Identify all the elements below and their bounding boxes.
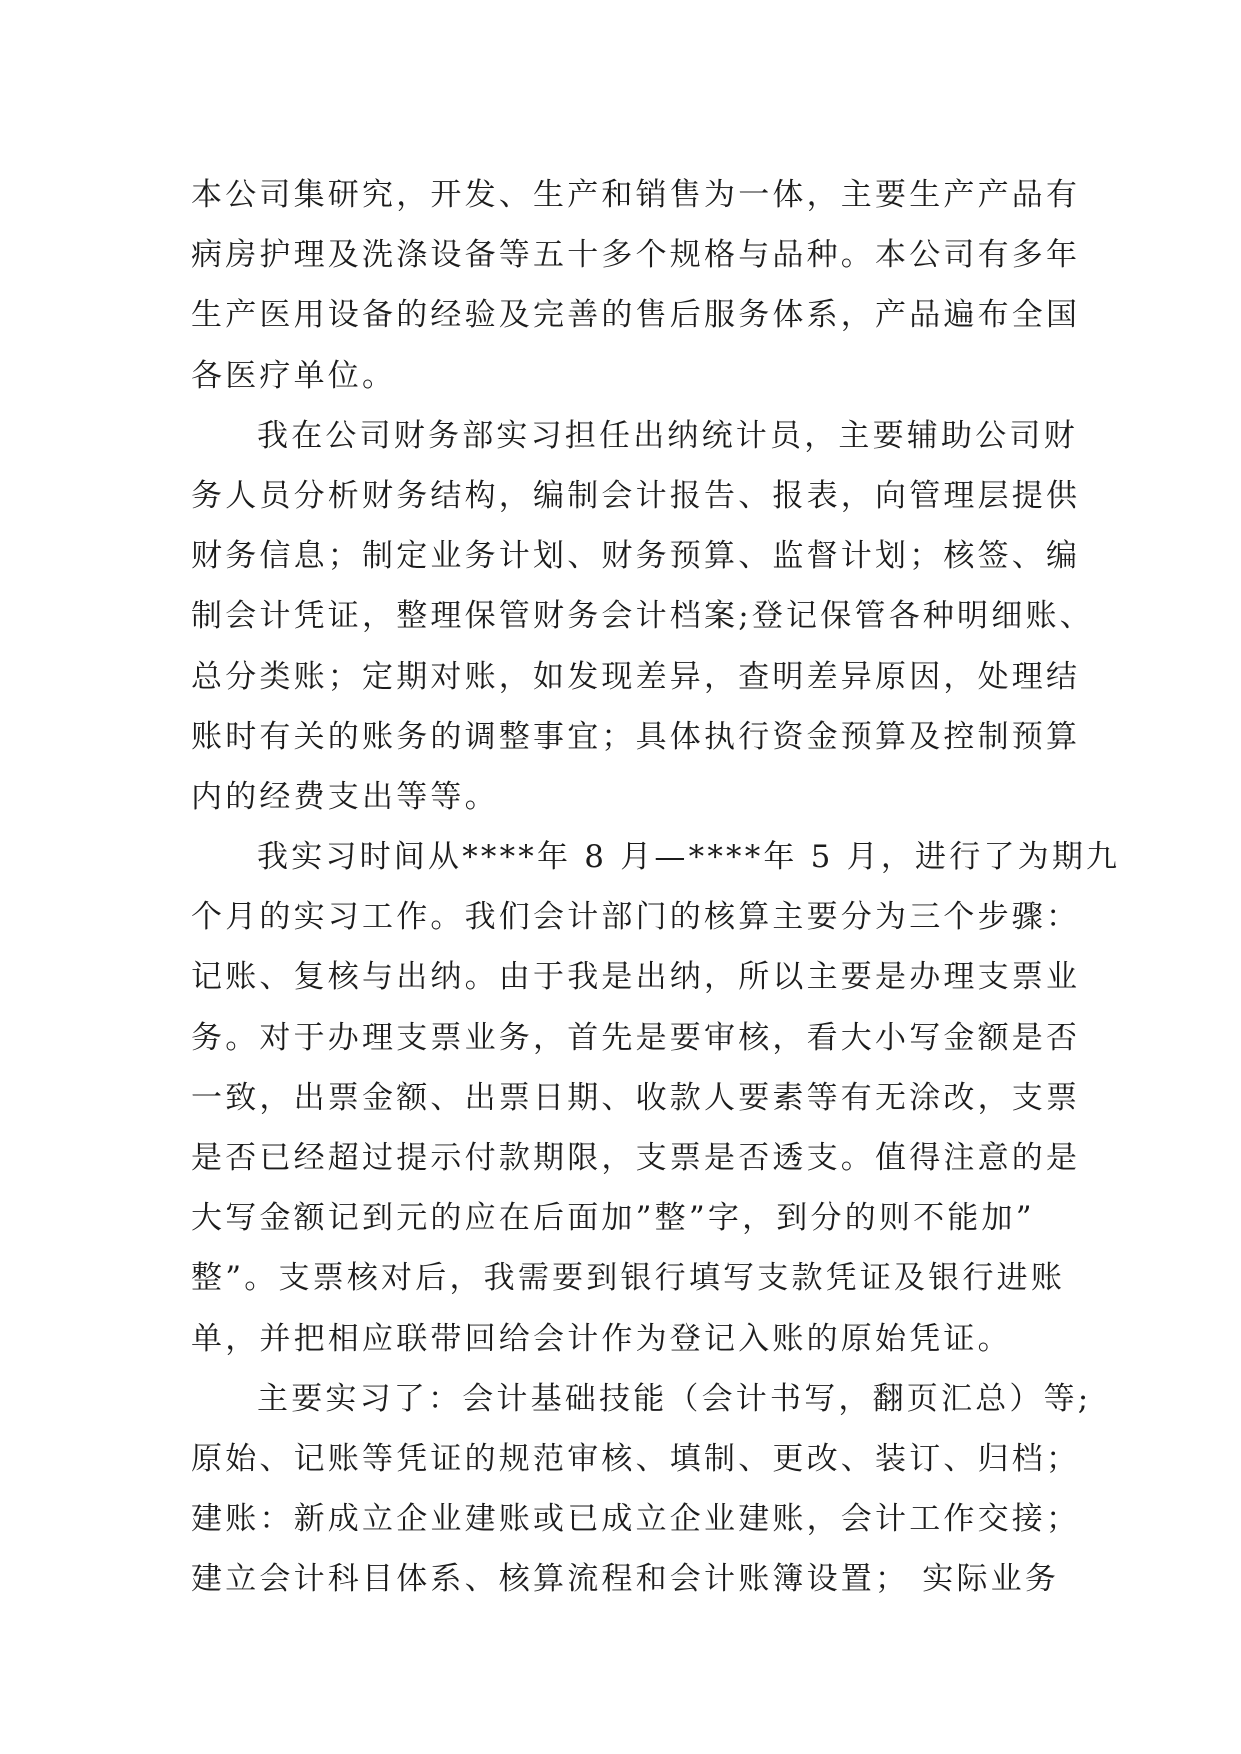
text-line: 我实习时间从****年 8 月—****年 5 月，进行了为期九 [257,839,1121,876]
document-body [191,165,1121,1610]
text-line: 财务信息；制定业务计划、财务预算、监督计划；核签、编 [191,538,1081,575]
paragraph-company-intro [191,165,1081,406]
text-line: 记账、复核与出纳。由于我是出纳，所以主要是办理支票业 [191,959,1081,996]
text-line: 生产医用设备的经验及完善的售后服务体系，产品遍布全国 [191,297,1081,334]
text-line: 建立会计科目体系、核算流程和会计账簿设置； 实际业务 [191,1561,1060,1598]
text-line: 单，并把相应联带回给会计作为登记入账的原始凭证。 [191,1320,1012,1357]
text-line: 大写金额记到元的应在后面加”整”字，到分的则不能加” [191,1200,1035,1237]
text-line: 整”。支票核对后，我需要到银行填写支款凭证及银行进账 [191,1260,1066,1297]
text-line: 内的经费支出等等。 [191,778,499,815]
paragraph-internship-role [191,406,1094,827]
text-line: 个月的实习工作。我们会计部门的核算主要分为三个步骤： [191,899,1081,936]
text-line: 务人员分析财务结构，编制会计报告、报表，向管理层提供 [191,477,1081,514]
text-line: 病房护理及洗涤设备等五十多个规格与品种。本公司有多年 [191,237,1081,274]
text-line: 一致，出票金额、出票日期、收款人要素等有无涂改，支票 [191,1079,1081,1116]
text-line: 务。对于办理支票业务，首先是要审核，看大小写金额是否 [191,1019,1081,1056]
text-line: 本公司集研究，开发、生产和销售为一体，主要生产产品有 [191,177,1081,213]
paragraph-internship-period [191,827,1121,1369]
text-line: 账时有关的账务的调整事宜；具体执行资金预算及控制预算 [191,718,1081,755]
text-line: 是否已经超过提示付款期限，支票是否透支。值得注意的是 [191,1140,1081,1176]
text-line: 原始、记账等凭证的规范审核、填制、更改、装订、归档； [191,1440,1081,1477]
text-line: 建账：新成立企业建账或已成立企业建账，会计工作交接； [191,1501,1081,1538]
text-line: 总分类账；定期对账，如发现差异，查明差异原因，处理结 [191,658,1081,695]
text-line: 我在公司财务部实习担任出纳统计员，主要辅助公司财 [257,417,1078,454]
paragraph-learning-content [191,1369,1092,1610]
text-line: 各医疗单位。 [191,357,397,394]
text-line: 主要实习了：会计基础技能（会计书写，翻页汇总）等; [257,1380,1092,1417]
text-line: 制会计凭证，整理保管财务会计档案;登记保管各种明细账、 [191,598,1094,635]
